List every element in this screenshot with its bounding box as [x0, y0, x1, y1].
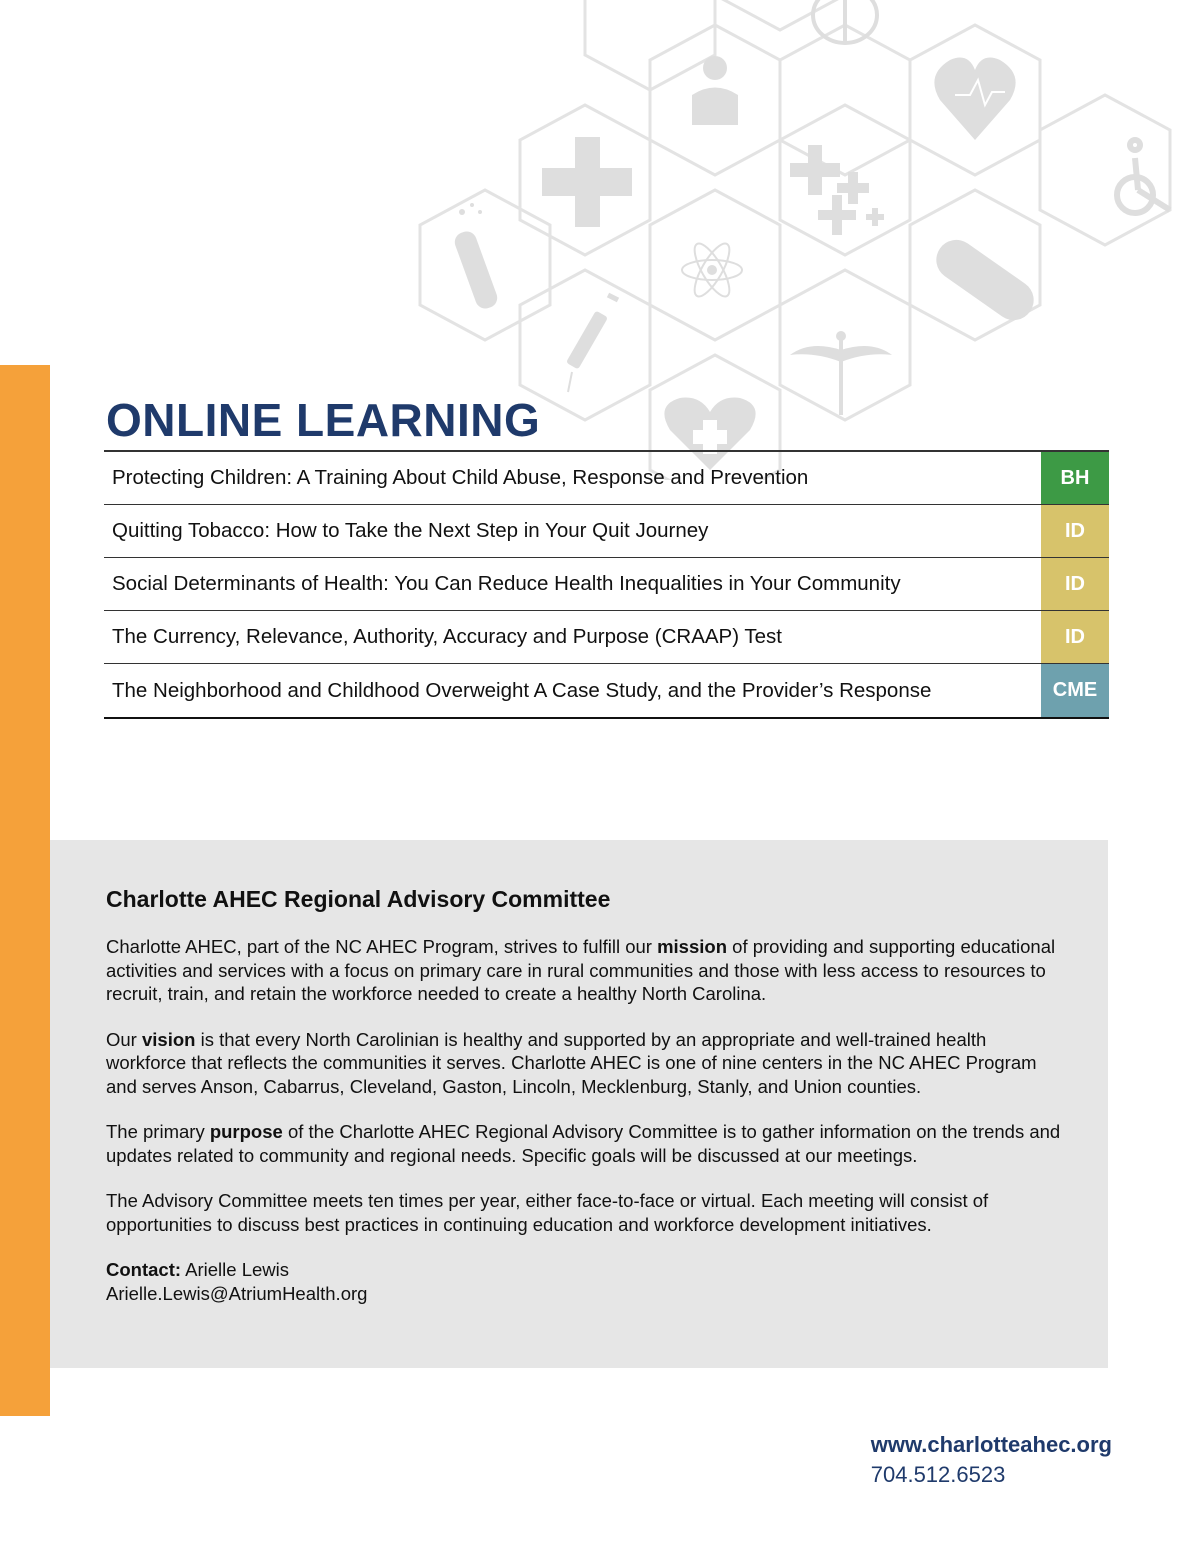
- phone-number: 704.512.6523: [870, 1462, 1006, 1487]
- meetings-paragraph: The Advisory Committee meets ten times per year, either face-to-face or virtual. Each meeting will consist of opportunities to discuss best practices in continuing education and workforce development initiatives.: [106, 1190, 989, 1235]
- course-category-badge: ID: [1041, 611, 1109, 663]
- hexagon: [780, 25, 910, 175]
- course-title: The Currency, Relevance, Authority, Accuracy and Purpose (CRAAP) Test: [112, 625, 782, 648]
- atom-icon: [682, 239, 742, 301]
- purpose-text-rest: of the Charlotte AHEC Regional Advisory Committee is to gather information on the trends and updates related to community and regional needs. Specific goals will be discussed at our meetings.: [106, 1121, 1061, 1166]
- contact-name: Arielle Lewis: [181, 1259, 289, 1280]
- committee-heading: Charlotte AHEC Regional Advisory Committee: [106, 886, 611, 912]
- website-link[interactable]: www.charlotteahec.org: [870, 1432, 1112, 1457]
- hexagon: [650, 190, 780, 340]
- contact-label: Contact:: [106, 1259, 182, 1280]
- mission-keyword: mission: [657, 936, 728, 957]
- doctor-icon: [692, 56, 738, 125]
- course-row: [104, 505, 1109, 558]
- heart-rate-icon: [934, 58, 1015, 140]
- footer-contact: [871, 1432, 1112, 1488]
- orange-side-bar: [0, 365, 50, 1416]
- test-tube-icon: [452, 203, 500, 311]
- vision-keyword: vision: [141, 1028, 196, 1050]
- course-row: [104, 558, 1109, 611]
- pill-icon: [928, 232, 1041, 328]
- plus-signs-icon: [790, 145, 884, 235]
- mission-text: Charlotte AHEC, part of the NC AHEC Program, strives to fulfill our: [106, 936, 658, 957]
- contact-email[interactable]: Arielle.Lewis@AtriumHealth.org: [106, 1282, 368, 1304]
- course-row: [104, 452, 1109, 505]
- course-row: [104, 611, 1109, 664]
- course-row: [104, 664, 1109, 719]
- mission-text-rest: of providing and supporting educational activities and services with a focus on primary care in rural communities and those with less access to resources to recruit, train, and retain the workforce needed to create a healthy North Carolina.: [106, 936, 1056, 1004]
- medical-cross-icon: [542, 137, 632, 227]
- purpose-paragraph: [106, 1120, 1068, 1167]
- page-title: ONLINE LEARNING: [106, 394, 541, 446]
- course-title: Protecting Children: A Training About Child Abuse, Response and Prevention: [112, 466, 809, 489]
- course-title: Social Determinants of Health: You Can Reduce Health Inequalities in Your Community: [112, 572, 901, 595]
- course-list: [104, 450, 1109, 719]
- hexagon: [780, 270, 910, 420]
- vision-text-rest: is that every North Carolinian is healthy and supported by an appropriate and well-trained health workforce that reflects the communities it serves. Charlotte AHEC is one of nine centers in the NC AHEC Program and serves Anson, Cabarrus, Cleveland, Gaston, Lincoln, Mecklenburg, Stanly, and Union counties.: [106, 1028, 1037, 1097]
- course-category-badge: CME: [1041, 664, 1109, 717]
- purpose-keyword: purpose: [209, 1121, 283, 1142]
- course-title: The Neighborhood and Childhood Overweight A Case Study, and the Provider’s Response: [112, 678, 932, 702]
- vision-text: Our: [106, 1028, 142, 1050]
- committee-info-panel: [50, 840, 1108, 1368]
- contact-block: [106, 1258, 1068, 1305]
- course-title: Quitting Tobacco: How to Take the Next Step in Your Quit Journey: [112, 519, 709, 542]
- course-category-badge: BH: [1041, 452, 1109, 504]
- hexagon: [780, 105, 910, 255]
- purpose-text: The primary: [106, 1121, 210, 1142]
- hexagon: [715, 0, 845, 30]
- syringe-icon: [566, 295, 618, 392]
- mission-paragraph: [106, 935, 1068, 1006]
- course-category-badge: ID: [1041, 558, 1109, 610]
- vision-paragraph: [106, 1028, 1068, 1099]
- hexagon: [1040, 95, 1170, 245]
- course-category-badge: ID: [1041, 505, 1109, 557]
- wheelchair-icon: [1117, 140, 1170, 213]
